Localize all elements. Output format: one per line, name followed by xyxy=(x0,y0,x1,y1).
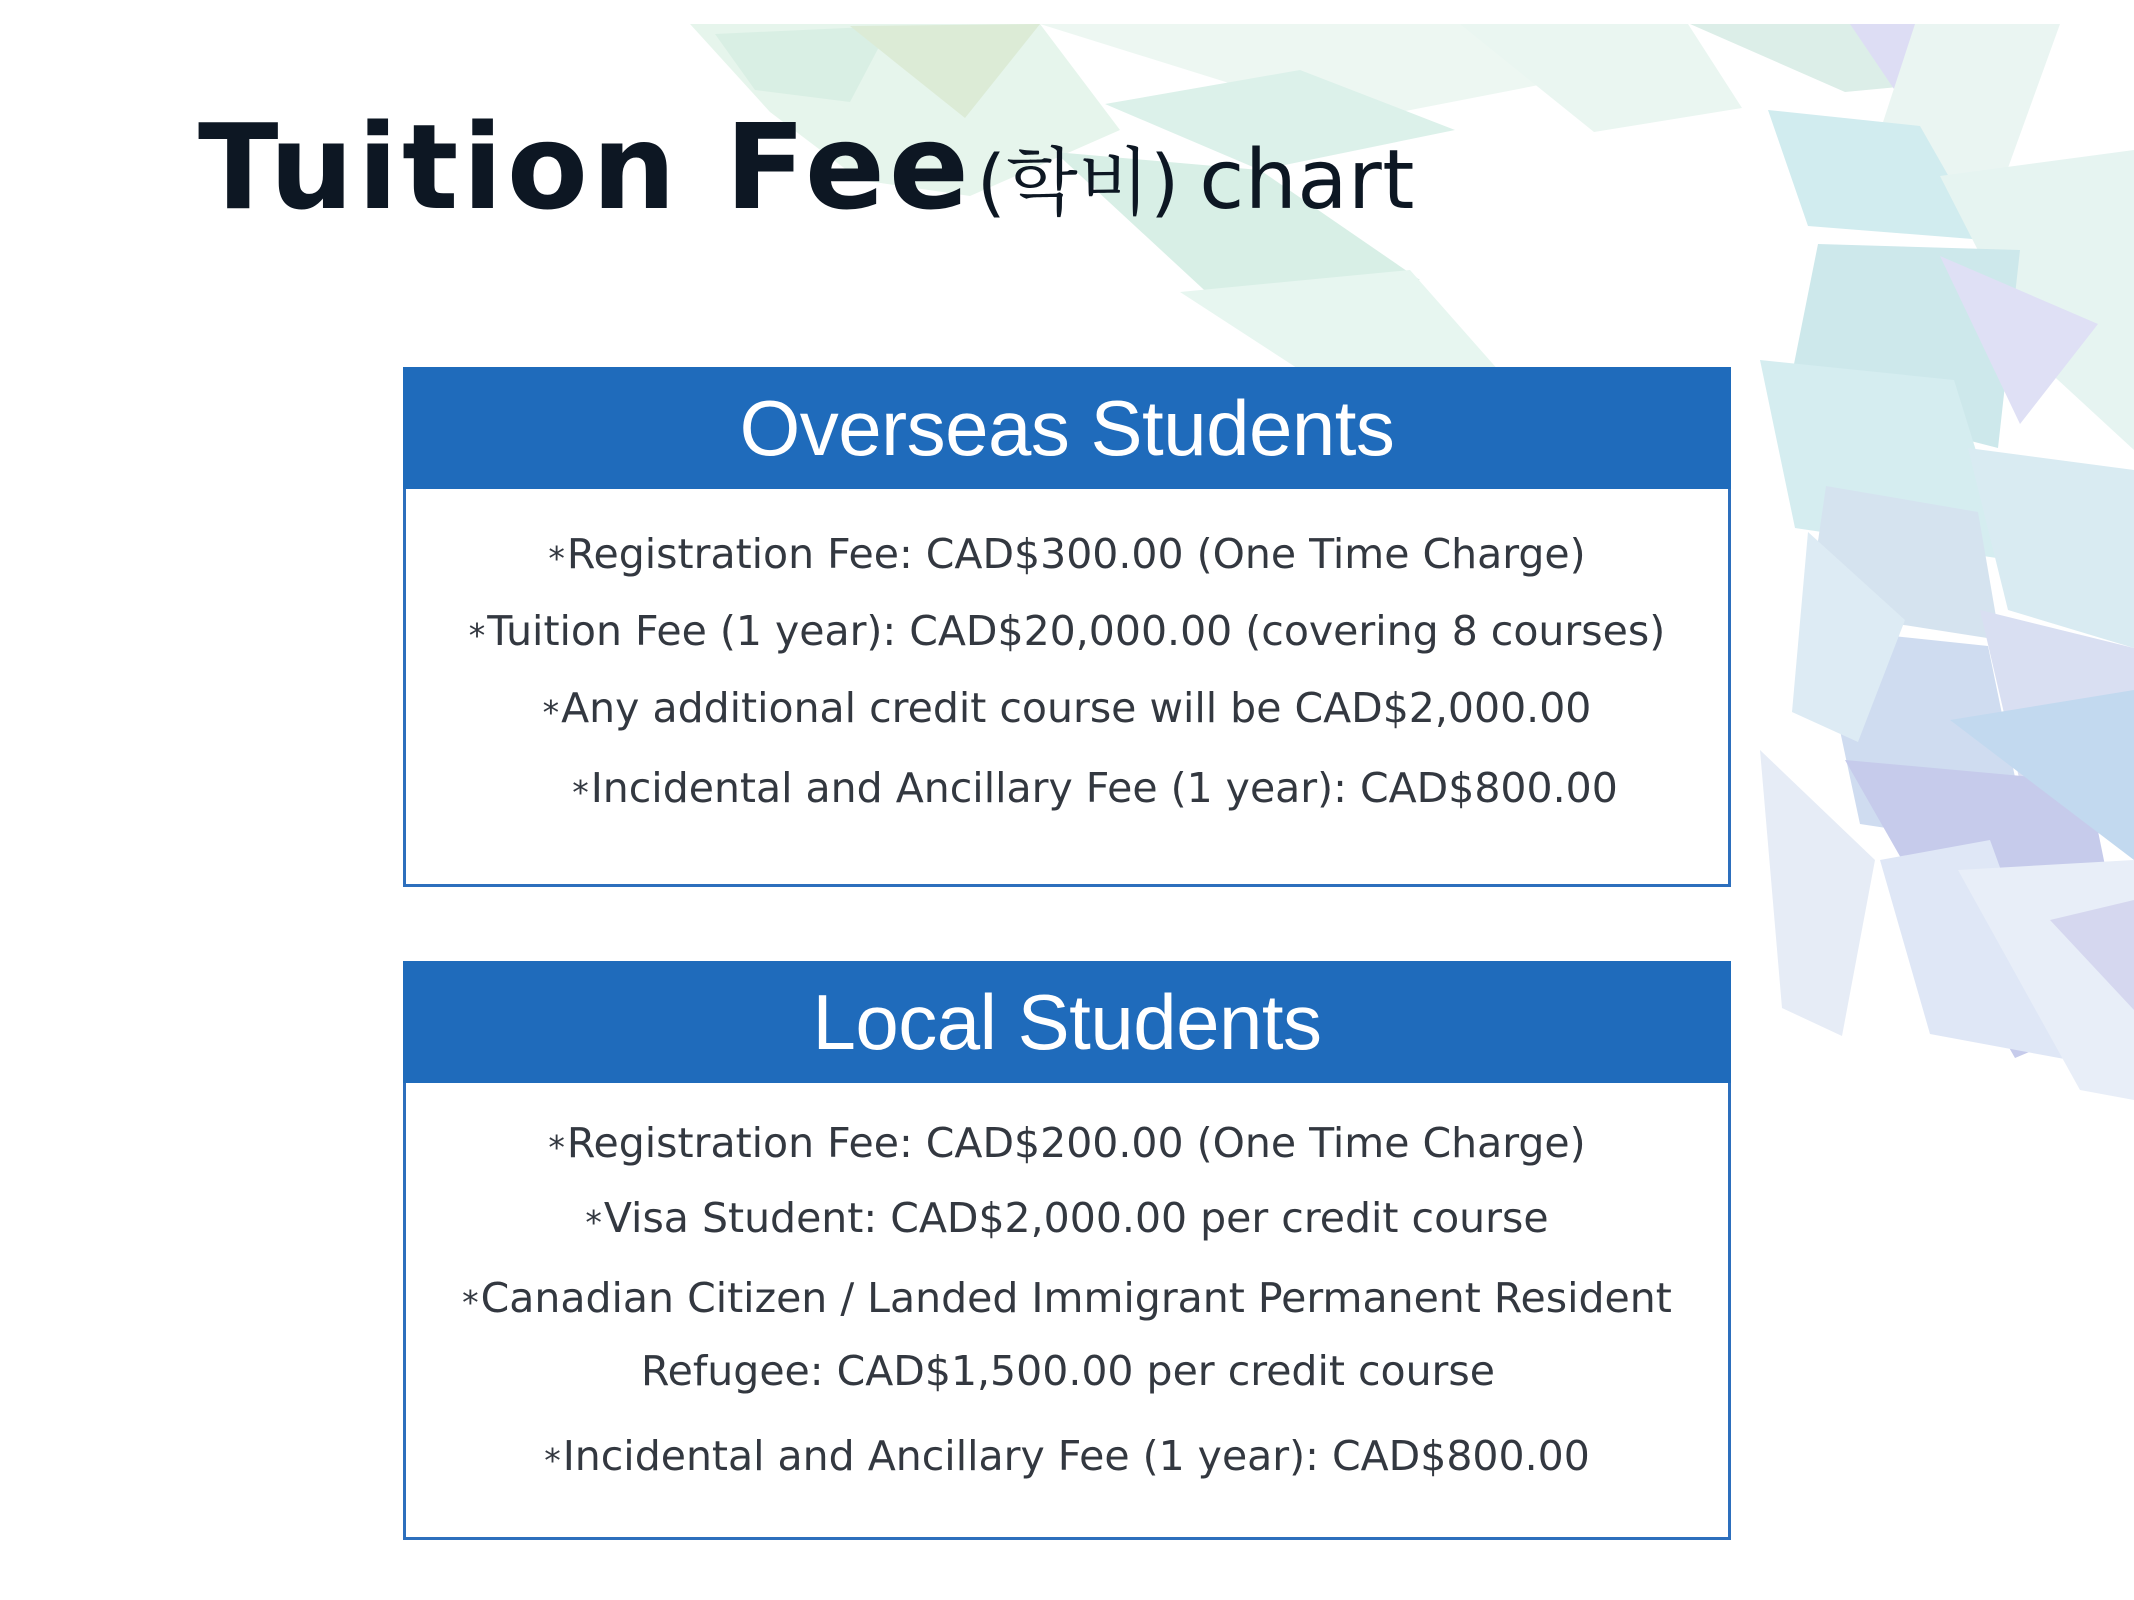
local-visa-student-fee: Visa Student: CAD$2,000.00 per credit course xyxy=(603,1194,1549,1242)
bullet-star-icon: * xyxy=(462,1283,479,1322)
local-students-title: Local Students xyxy=(812,978,1322,1066)
local-incidental-fee: Incidental and Ancillary Fee (1 year): CAD$800.00 xyxy=(562,1432,1590,1480)
overseas-additional-course-fee: Any additional credit course will be CAD$2,000.00 xyxy=(561,684,1592,732)
overseas-fee-item xyxy=(406,686,1728,731)
local-students-card xyxy=(403,961,1731,1540)
bullet-star-icon: * xyxy=(544,1441,561,1480)
overseas-incidental-fee: Incidental and Ancillary Fee (1 year): CAD$800.00 xyxy=(590,764,1618,812)
overseas-students-title: Overseas Students xyxy=(739,384,1395,472)
local-fee-item xyxy=(406,1196,1728,1241)
local-fee-item xyxy=(406,1349,1728,1394)
bullet-star-icon: * xyxy=(468,616,486,655)
bullet-star-icon: * xyxy=(548,1128,565,1167)
bullet-star-icon: * xyxy=(548,539,565,578)
slide-title xyxy=(198,98,1415,236)
slide-title-suffix: chart xyxy=(1199,133,1415,228)
slide-title-korean: (학비) xyxy=(976,140,1180,226)
overseas-fee-item xyxy=(434,766,1756,811)
local-resident-category: Canadian Citizen / Landed Immigrant Permanent Resident xyxy=(480,1274,1672,1322)
local-fee-item xyxy=(406,1434,1728,1479)
overseas-registration-fee: Registration Fee: CAD$300.00 (One Time Charge) xyxy=(566,530,1586,578)
overseas-fee-item xyxy=(406,609,1728,654)
bullet-star-icon: * xyxy=(572,773,589,812)
bullet-star-icon: * xyxy=(542,693,560,732)
slide-title-main: Tuition Fee xyxy=(198,98,973,236)
overseas-students-card xyxy=(403,367,1731,887)
local-students-header xyxy=(403,961,1731,1083)
overseas-fee-item xyxy=(406,532,1728,577)
local-fee-item xyxy=(406,1121,1728,1166)
local-fee-item xyxy=(406,1276,1728,1321)
overseas-tuition-fee: Tuition Fee (1 year): CAD$20,000.00 (covering 8 courses) xyxy=(487,607,1666,655)
overseas-students-header xyxy=(403,367,1731,489)
local-registration-fee: Registration Fee: CAD$200.00 (One Time Charge) xyxy=(566,1119,1586,1167)
local-refugee-fee: Refugee: CAD$1,500.00 per credit course xyxy=(641,1347,1495,1395)
bullet-star-icon: * xyxy=(585,1203,602,1242)
